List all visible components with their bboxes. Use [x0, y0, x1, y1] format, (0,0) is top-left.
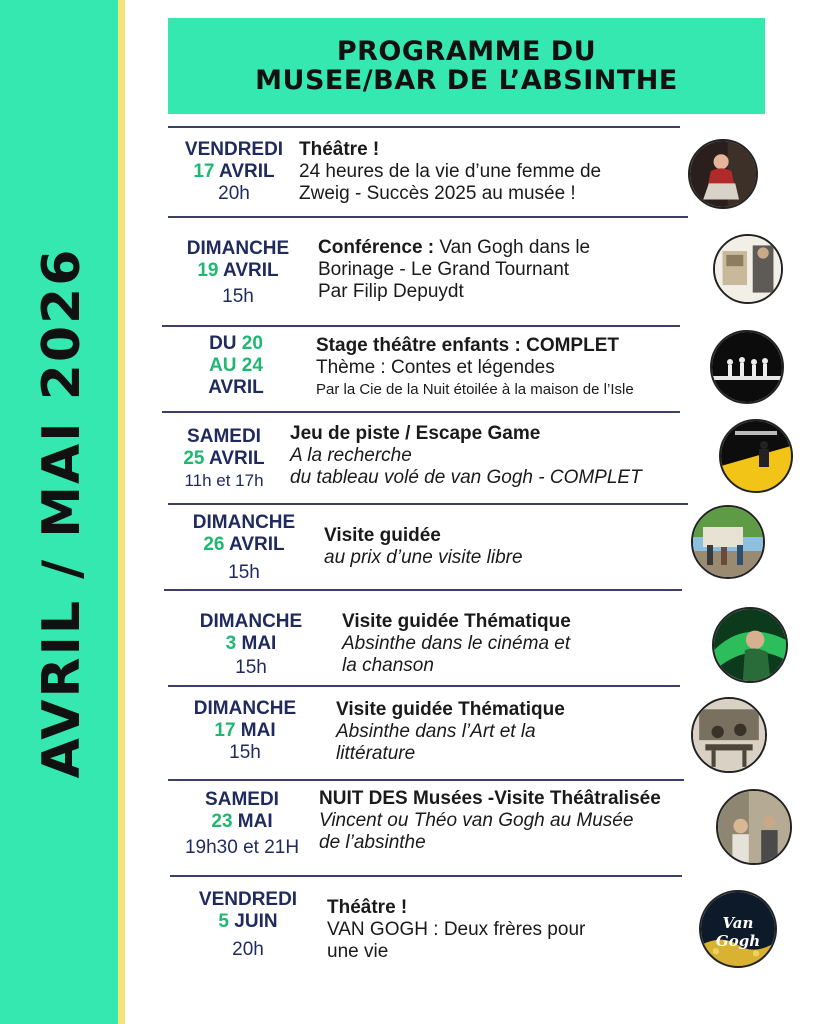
event-detail: A la recherche: [290, 445, 412, 466]
event-range-prefix: AU: [209, 355, 242, 376]
event-title: Conférence :: [318, 237, 435, 258]
event-description: [290, 423, 642, 489]
event-title: Jeu de piste / Escape Game: [290, 423, 541, 444]
event-detail: 24 heures de la vie d’une femme de: [299, 161, 602, 182]
event-date: [186, 333, 286, 399]
event-day: VENDREDI: [198, 889, 298, 910]
sidebar-period-label: AVRIL / MAI 2026: [32, 247, 92, 779]
event-month: AVRIL: [218, 260, 279, 281]
event-month: AVRIL: [214, 161, 275, 182]
event-description: [327, 897, 585, 963]
event-date: [189, 611, 313, 679]
event-time: 15h: [228, 562, 260, 583]
page-title-box: [168, 18, 765, 114]
event-date: [172, 426, 276, 492]
event-detail: Absinthe dans le cinéma et: [342, 633, 571, 654]
event-day-number: 5: [218, 911, 229, 932]
event-title: Théâtre !: [327, 897, 408, 918]
event-detail: de l’absinthe: [319, 832, 426, 853]
event-detail: Par la Cie de la Nuit étoilée à la maison de l’Isle: [316, 381, 634, 398]
event-day: SAMEDI: [205, 789, 279, 810]
event-title: NUIT DES Musées -Visite Théâtralisée: [319, 788, 661, 809]
separator-line: [164, 589, 682, 591]
event-month: AVRIL: [224, 534, 285, 555]
page-title-line-2: MUSEE/BAR DE L’ABSINTHE: [255, 65, 678, 96]
event-photo-guided-tour: [691, 505, 765, 579]
event-time: 11h et 17h: [184, 471, 264, 490]
event-day: DIMANCHE: [186, 238, 290, 259]
event-detail: du tableau volé de van Gogh - COMPLET: [290, 467, 642, 488]
event-time: 19h30 et 21H: [184, 837, 300, 858]
event-title: Visite guidée Thématique: [342, 611, 571, 632]
separator-line: [168, 503, 688, 505]
event-month: JUIN: [229, 911, 278, 932]
event-time: 20h: [232, 939, 264, 960]
event-description: [342, 611, 571, 677]
event-title: Stage théâtre enfants : COMPLET: [316, 335, 619, 356]
separator-line: [168, 216, 688, 218]
event-date: [175, 139, 293, 205]
page-title-line-1: PROGRAMME DU: [336, 36, 597, 67]
event-photo-stage: [710, 330, 784, 404]
event-day-number: 17: [214, 720, 236, 741]
event-day: SAMEDI: [187, 426, 261, 447]
event-day-number: 3: [225, 633, 237, 654]
event-date: [182, 512, 306, 584]
event-time: 15h: [235, 657, 267, 678]
event-day-number: 23: [211, 811, 233, 832]
event-day: VENDREDI: [184, 139, 284, 160]
event-description: [299, 139, 601, 205]
event-time: 15h: [229, 742, 261, 763]
event-detail: Thème : Contes et légendes: [316, 357, 555, 378]
event-photo-escape-game: [719, 419, 793, 493]
event-description: [316, 335, 634, 401]
sidebar-stripe: [118, 0, 125, 1024]
event-month: MAI: [236, 633, 277, 654]
event-day-number: 24: [241, 355, 263, 376]
event-day-number: 26: [203, 534, 225, 555]
event-day: DIMANCHE: [193, 698, 297, 719]
event-day: DIMANCHE: [192, 512, 296, 533]
event-photo-cinema: [712, 607, 788, 683]
event-photo-van-gogh-poster: [699, 890, 777, 968]
event-month: AVRIL: [204, 448, 265, 469]
event-day: DIMANCHE: [199, 611, 303, 632]
event-detail: Zweig - Succès 2025 au musée !: [299, 183, 576, 204]
event-month: MAI: [235, 720, 276, 741]
event-detail: Absinthe dans l’Art et la: [336, 721, 536, 742]
separator-line: [168, 685, 680, 687]
event-photo-actress: [688, 139, 758, 209]
event-title: Visite guidée: [324, 525, 441, 546]
event-detail: Par Filip Depuydt: [318, 281, 464, 302]
separator-line: [162, 411, 680, 413]
event-detail: VAN GOGH : Deux frères pour: [327, 919, 586, 940]
separator-line: [162, 325, 680, 327]
event-day-number: 19: [197, 260, 219, 281]
event-photo-art-painting: [691, 697, 767, 773]
event-description: [318, 237, 590, 303]
event-day-number: 17: [193, 161, 215, 182]
event-month: AVRIL: [208, 377, 264, 398]
separator-line: [168, 779, 684, 781]
event-date: [176, 238, 300, 308]
event-detail: au prix d’une visite libre: [324, 547, 523, 568]
separator-line: [170, 875, 682, 877]
event-description: [324, 525, 523, 569]
event-description: [336, 699, 565, 765]
event-date: [183, 698, 307, 764]
event-photo-museum-night: [716, 789, 792, 865]
event-detail: une vie: [327, 941, 389, 962]
event-date: [188, 889, 308, 961]
event-title: Théâtre !: [299, 139, 380, 160]
event-description: [319, 788, 661, 854]
event-range-prefix: DU: [209, 333, 242, 354]
event-day-number: 25: [183, 448, 205, 469]
poster-logo-text: Van Gogh: [715, 914, 761, 950]
event-photo-conference: [713, 234, 783, 304]
separator-line: [168, 126, 680, 128]
event-detail: Borinage - Le Grand Tournant: [318, 259, 570, 280]
event-time: 20h: [218, 183, 250, 204]
event-time: 15h: [222, 286, 254, 307]
event-detail: Vincent ou Théo van Gogh au Musée: [319, 810, 634, 831]
event-date: [174, 789, 310, 859]
event-detail: littérature: [336, 743, 416, 764]
event-title-rest: Van Gogh dans le: [434, 237, 591, 258]
event-detail: la chanson: [342, 655, 434, 676]
event-day-number: 20: [241, 333, 263, 354]
event-month: MAI: [232, 811, 273, 832]
event-title: Visite guidée Thématique: [336, 699, 565, 720]
